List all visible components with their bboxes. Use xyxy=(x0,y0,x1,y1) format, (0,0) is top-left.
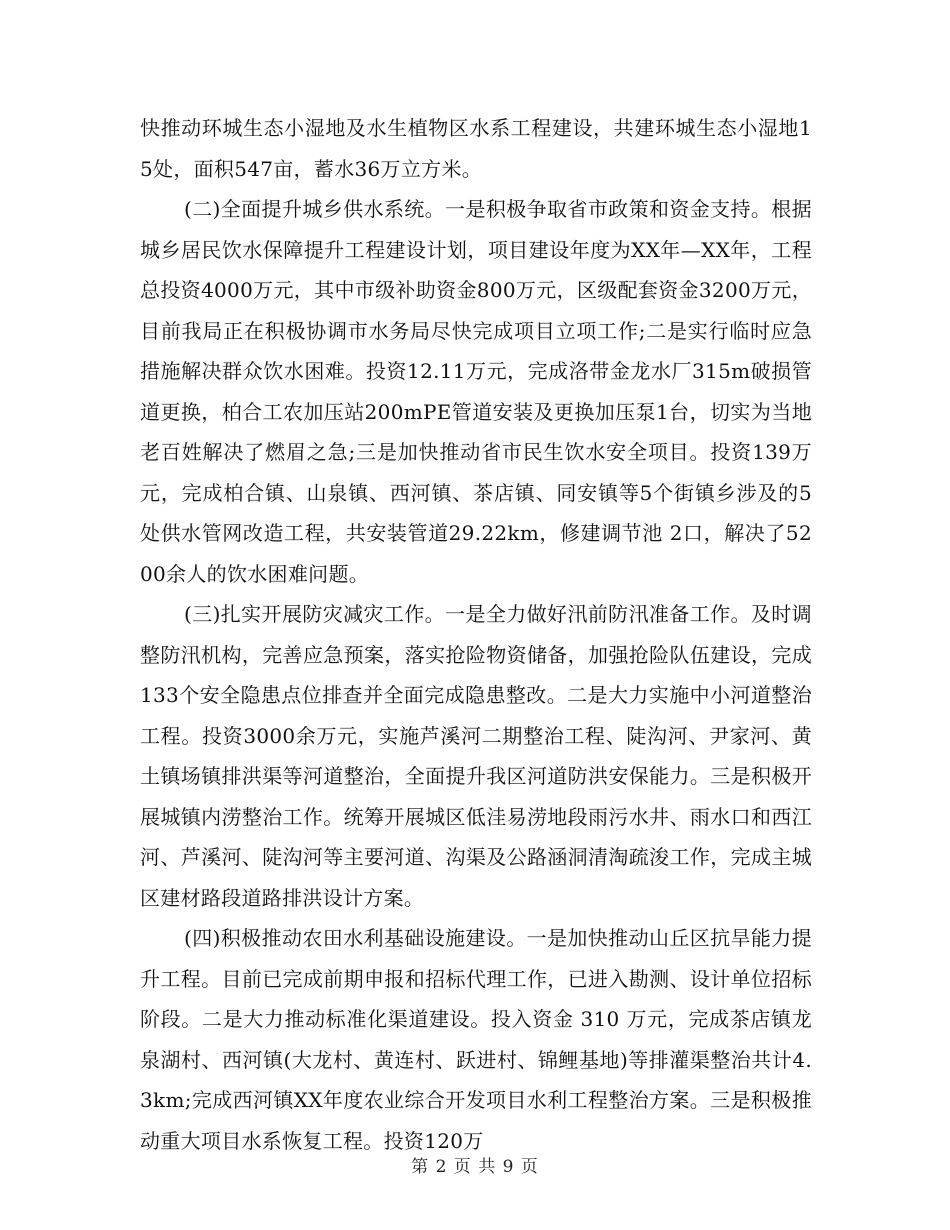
paragraph-disaster-prevention: (三)扎实开展防灾减灾工作。一是全力做好汛前防汛准备工作。及时调整防汛机构，完善应急预案，落实抢险物资储备，加强抢险队伍建设，完成133个安全隐患点位排查并全面完成隐患整改。二是大力实施中小河道整治工程。投资3000余万元，实施芦溪河二期整治工程、陡沟河、尹家河、黄土镇场镇排洪渠等河道整治，全面提升我区河道防洪安保能力。三是积极开展城镇内涝整治工作。统筹开展城区低洼易涝地段雨污水井、雨水口和西江河、芦溪河、陡沟河等主要河道、沟渠及公路涵洞清淘疏浚工作，完成主城区建材路段道路排洪设计方案。 xyxy=(140,602,812,910)
page-number-footer: 第 2 页 共 9 页 xyxy=(411,1157,539,1177)
paragraph-water-supply: (二)全面提升城乡供水系统。一是积极争取省市政策和资金支持。根据城乡居民饮水保障提升工程建设计划，项目建设年度为XX年—XX年，工程总投资4000万元，其中市级补助资金800万元，区级配套资金3200万元，目前我局正在积极协调市水务局尽快完成项目立项工作;二是实行临时应急措施解决群众饮水困难。投资12.11万元，完成洛带金龙水厂315m破损管道更换，柏合工农加压站200mPE管道安装及更换加压泵1台，切实为当地老百姓解决了燃眉之急;三是加快推动省市民生饮水安全项目。投资139万元，完成柏合镇、山泉镇、西河镇、茶店镇、同安镇等5个街镇乡涉及的5处供水管网改造工程，共安装管道29.22km，修建调节池 2口，解决了5200余人的饮水困难问题。 xyxy=(140,197,812,586)
paragraph-irrigation: (四)积极推动农田水利基础设施建设。一是加快推动山丘区抗旱能力提升工程。目前已完成前期申报和招标代理工作，已进入勘测、设计单位招标阶段。二是大力推动标准化渠道建设。投入资金 310 万元，完成茶店镇龙泉湖村、西河镇(大龙村、黄连村、跃进村、锦鲤基地)等排灌渠整治共计4.3km;完成西河镇XX年度农业综合开发项目水利工程整治方案。三是积极推动重大项目水系恢复工程。投资120万 xyxy=(140,926,812,1153)
paragraph-continuation: 快推动环城生态小湿地及水生植物区水系工程建设，共建环城生态小湿地15处，面积547亩，蓄水36万立方米。 xyxy=(140,116,812,181)
document-body xyxy=(140,108,812,1161)
